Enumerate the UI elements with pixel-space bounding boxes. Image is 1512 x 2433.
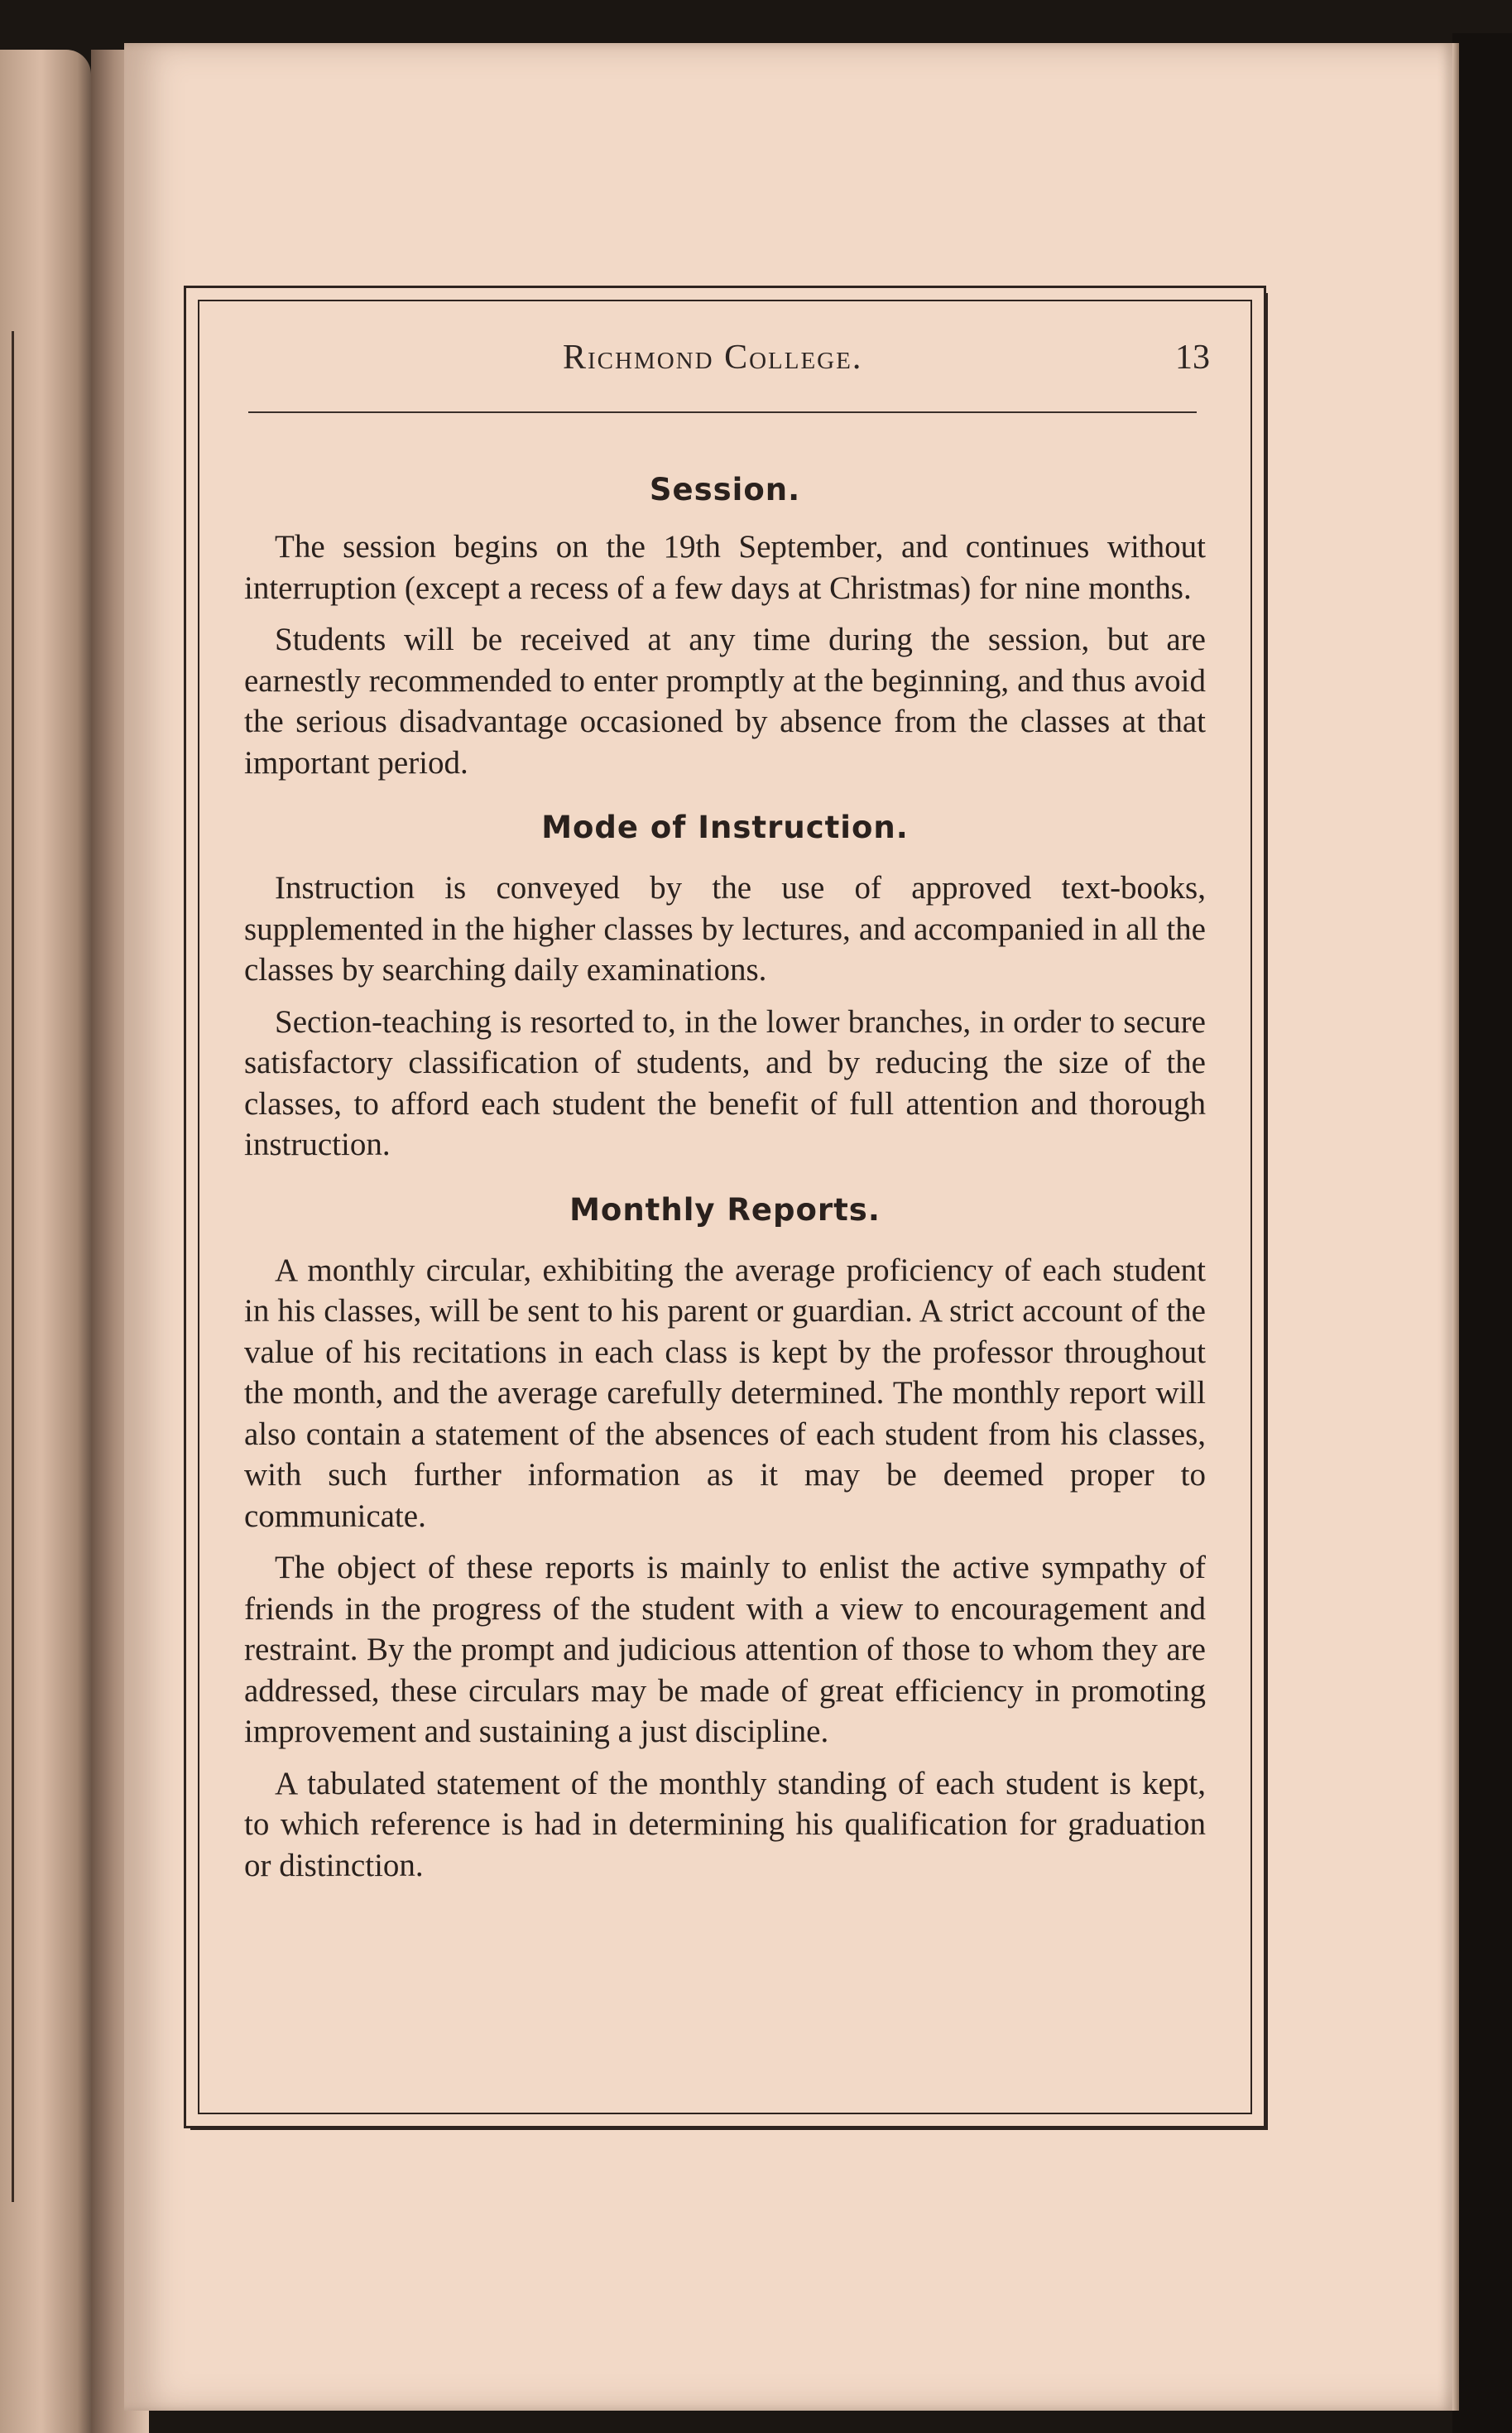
- running-head: [248, 338, 1217, 387]
- paragraph: A tabulated statement of the monthly standing of each student is kept, to which reference is had in determining his qualification for graduation or distinction.: [244, 1765, 1206, 1883]
- paragraph: A monthly circular, exhibiting the average proficiency of each student in his classes, will be sent to his parent or guardian. A strict account of the value of his recitations in each class is kept by the professor throughout the month, and the average carefully determined. The monthly report will also contain a statement of the absences of each student from his classes, with such further information as it may be deemed proper to communicate.: [244, 1252, 1206, 1534]
- running-head-title: Richmond College.: [563, 339, 863, 377]
- paragraph: Section-teaching is resorted to, in the lower branches, in order to secure satisfactory classification of students, and by reducing the size of the classes, to afford each student the benefit of full attention and thorough instruction.: [244, 1003, 1206, 1162]
- page-body: [244, 457, 1206, 1886]
- frame-shadow-bottom: [190, 2126, 1268, 2130]
- frame-shadow-right: [1264, 293, 1268, 2128]
- running-head-rule: [248, 411, 1197, 413]
- paragraph: Students will be received at any time during the session, but are earnestly recommended to enter promptly at the beginning, and thus avoid the serious disadvantage occasioned by absence from the classes at that important period.: [244, 622, 1206, 781]
- facing-page-border: [0, 331, 14, 2202]
- section-heading-mode-of-instruction: Mode of Instruction.: [541, 810, 909, 845]
- paragraph: The session begins on the 19th September, and continues without interruption (except a recess of a few days at Christmas) for nine months.: [244, 529, 1206, 606]
- paragraph: Instruction is conveyed by the use of approved text-books, supplemented in the higher classes by lectures, and accompanied in all the classes by searching daily examinations.: [244, 870, 1206, 988]
- facing-page-edge: [0, 50, 91, 2433]
- page-number: 13: [1175, 339, 1210, 377]
- section-heading-session: Session.: [649, 472, 801, 507]
- book-cover-edge: [1452, 33, 1512, 2433]
- section-heading-monthly-reports: Monthly Reports.: [569, 1191, 881, 1228]
- paragraph: The object of these reports is mainly to enlist the active sympathy of friends in the progress of the student with a view to encouragement and restraint. By the prompt and judicious attention of those to whom they are addressed, these circulars may be made of great efficiency in promoting improvement and sustaining a just discipline.: [244, 1550, 1206, 1749]
- page-edge-strip: [1452, 43, 1459, 2411]
